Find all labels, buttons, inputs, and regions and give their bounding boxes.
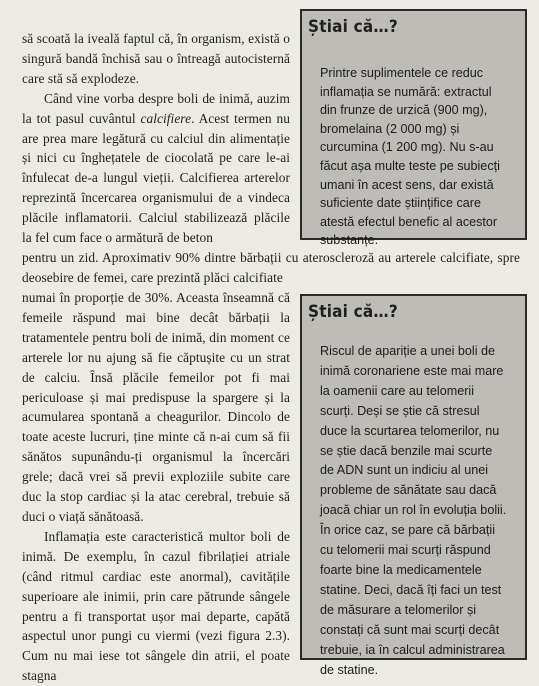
calcification-body: . Acest termen nu are prea mare legătură cu calciul din alimentație și nici cu înghețatele de ciocolată pe care le-ai înfulecat de-a lungul vieții. Calcifierea arterelor reprezintă încercarea organismului de a vindeca plăcile inflamatorii. Calciul stabilizează plăcile la fel cum face o armătură de beton <box>22 110 290 246</box>
paragraph-wide-lines: pentru un zid. Aproximativ 90% dintre bărbații cu ateroscleroză au arterele calcifiate, spre deosebire de femei, care prezintă plăci calcifiate <box>22 250 520 285</box>
paragraph-continued: să scoată la iveală faptul că, în organism, există o singură bandă închisă sau o întreagă autocisternă care stă să explodeze. <box>22 31 290 86</box>
paragraph-calcification <box>22 89 290 248</box>
main-text-wide <box>22 248 520 288</box>
main-text-middle <box>22 288 290 686</box>
did-you-know-title: Știai că…? <box>308 302 398 322</box>
did-you-know-title: Știai că…? <box>308 17 398 37</box>
main-text-top <box>22 29 290 248</box>
calcification-intro: Când vine vorba despre boli de inimă, auzim la tot pasul cuvântul <box>22 90 290 126</box>
calcification-term: calcifiere <box>140 110 192 126</box>
did-you-know-body: Printre suplimentele ce reduc inflamația se numără: extractul din frunze de urzică (900 mg), bromelaina (2 000 mg) și curcumina (1 200 mg). Nu s-au făcut așa multe teste pe subiecți umani în acest sens, dar există suficiente date științifice care atestă efectul benefic al acestor substanțe. <box>320 66 500 248</box>
paragraph-inflammation: Inflamația este caracteristică multor boli de inimă. De exemplu, în cazul fibrilației atriale (când ritmul cardiac este anormal), cavitățile superioare ale inimii, prin care pătrunde sângele pentru a fi transportat ușor mai departe, capătă aspectul unor pungi cu viermi (vezi figura 2.3). Cum nu mai iese tot sângele din atrii, el poate stagna <box>22 528 290 684</box>
did-you-know-body: Riscul de apariție a unei boli de inimă coronariene este mai mare la oamenii care au telomerii scurți. Deși se știe că stresul duce la scurtarea telomerilor, nu se știe dacă benzile mai scurte de ADN sunt un indiciu al unei probleme de sănătate sau dacă joacă chiar un rol în evoluția bolii. În orice caz, se pare că bărbații cu telomerii mai scurți răspund foarte bine la medicamentele statine. Deci, dacă îți faci un test de măsurare a telomerilor și constați că sunt mai scurți decât trebuie, ia în calcul administrarea de statine. <box>320 344 507 677</box>
did-you-know-box-telomeres <box>300 294 527 677</box>
paragraph-women-plaques: numai în proporție de 30%. Aceasta înseamnă că femeile răspund mai bine decât bărbații la tratamentele pentru boli de inimă, din moment ce arterele lor nu ajung să fie căptușite cu un strat de calciu. Însă plăcile femeilor pot fi mai periculoase și mai predispuse la spargere și la acumularea spontană a cheagurilor. Dincolo de toate aceste lucruri, ține minte că n-ai cum să fii sănătos supunându-ți organismul la încercări grele; dacă vrei să previi exploziile subite care duc la stop cardiac și la atac cerebral, trebuie să duci o viață sănătoasă. <box>22 290 290 524</box>
did-you-know-box-supplements <box>300 9 527 248</box>
